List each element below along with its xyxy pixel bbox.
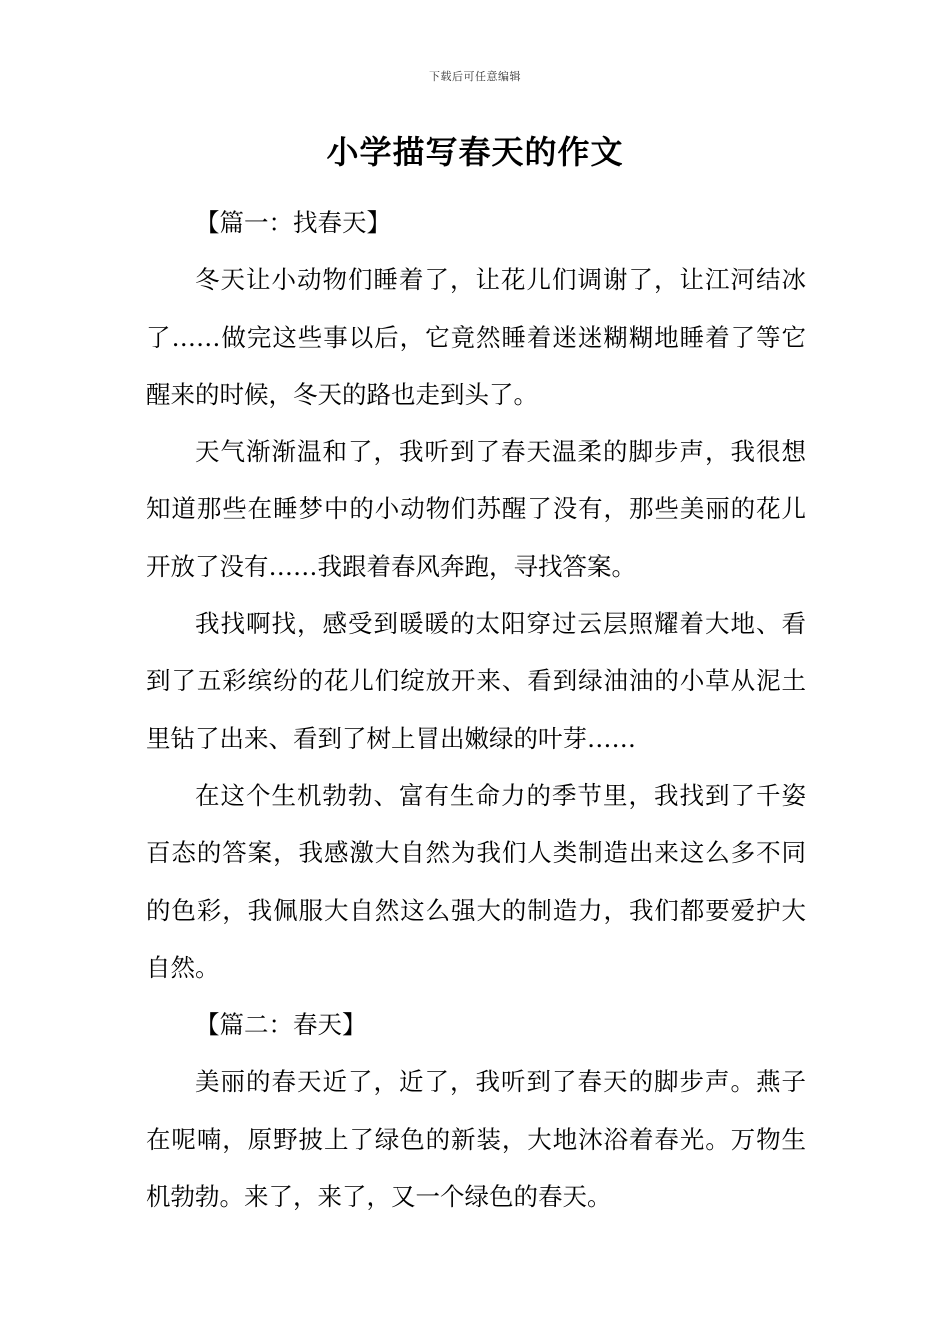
paragraph: 天气渐渐温和了，我听到了春天温柔的脚步声，我很想知道那些在睡梦中的小动物们苏醒了没有，那些美丽的花儿开放了没有……我跟着春风奔跑，寻找答案。 [146, 437, 806, 581]
paragraph: 美丽的春天近了，近了，我听到了春天的脚步声。燕子在呢喃，原野披上了绿色的新装，大地沐浴着春光。万物生机勃勃。来了，来了，又一个绿色的春天。 [146, 1067, 806, 1212]
paragraph: 我找啊找，感受到暖暖的太阳穿过云层照耀着大地、看到了五彩缤纷的花儿们绽放开来、看到绿油油的小草从泥土里钻了出来、看到了树上冒出嫩绿的叶芽…… [146, 609, 806, 753]
section-heading-1: 【篇一：找春天】 [195, 208, 391, 237]
header-note: 下载后可任意编辑 [429, 70, 521, 83]
paragraph: 在这个生机勃勃、富有生命力的季节里，我找到了千姿百态的答案，我感激大自然为我们人类制造出来这么多不同的色彩，我佩服大自然这么强大的制造力，我们都要爱护大自然。 [146, 780, 806, 982]
document-body [146, 194, 806, 1225]
section-heading-2: 【篇二：春天】 [195, 1010, 367, 1040]
paragraph: 冬天让小动物们睡着了，让花儿们调谢了，让江河结冰了……做完这些事以后，它竟然睡着迷迷糊糊地睡着了等它醒来的时候，冬天的路也走到头了。 [146, 265, 806, 409]
document-title: 小学描写春天的作文 [326, 133, 624, 171]
